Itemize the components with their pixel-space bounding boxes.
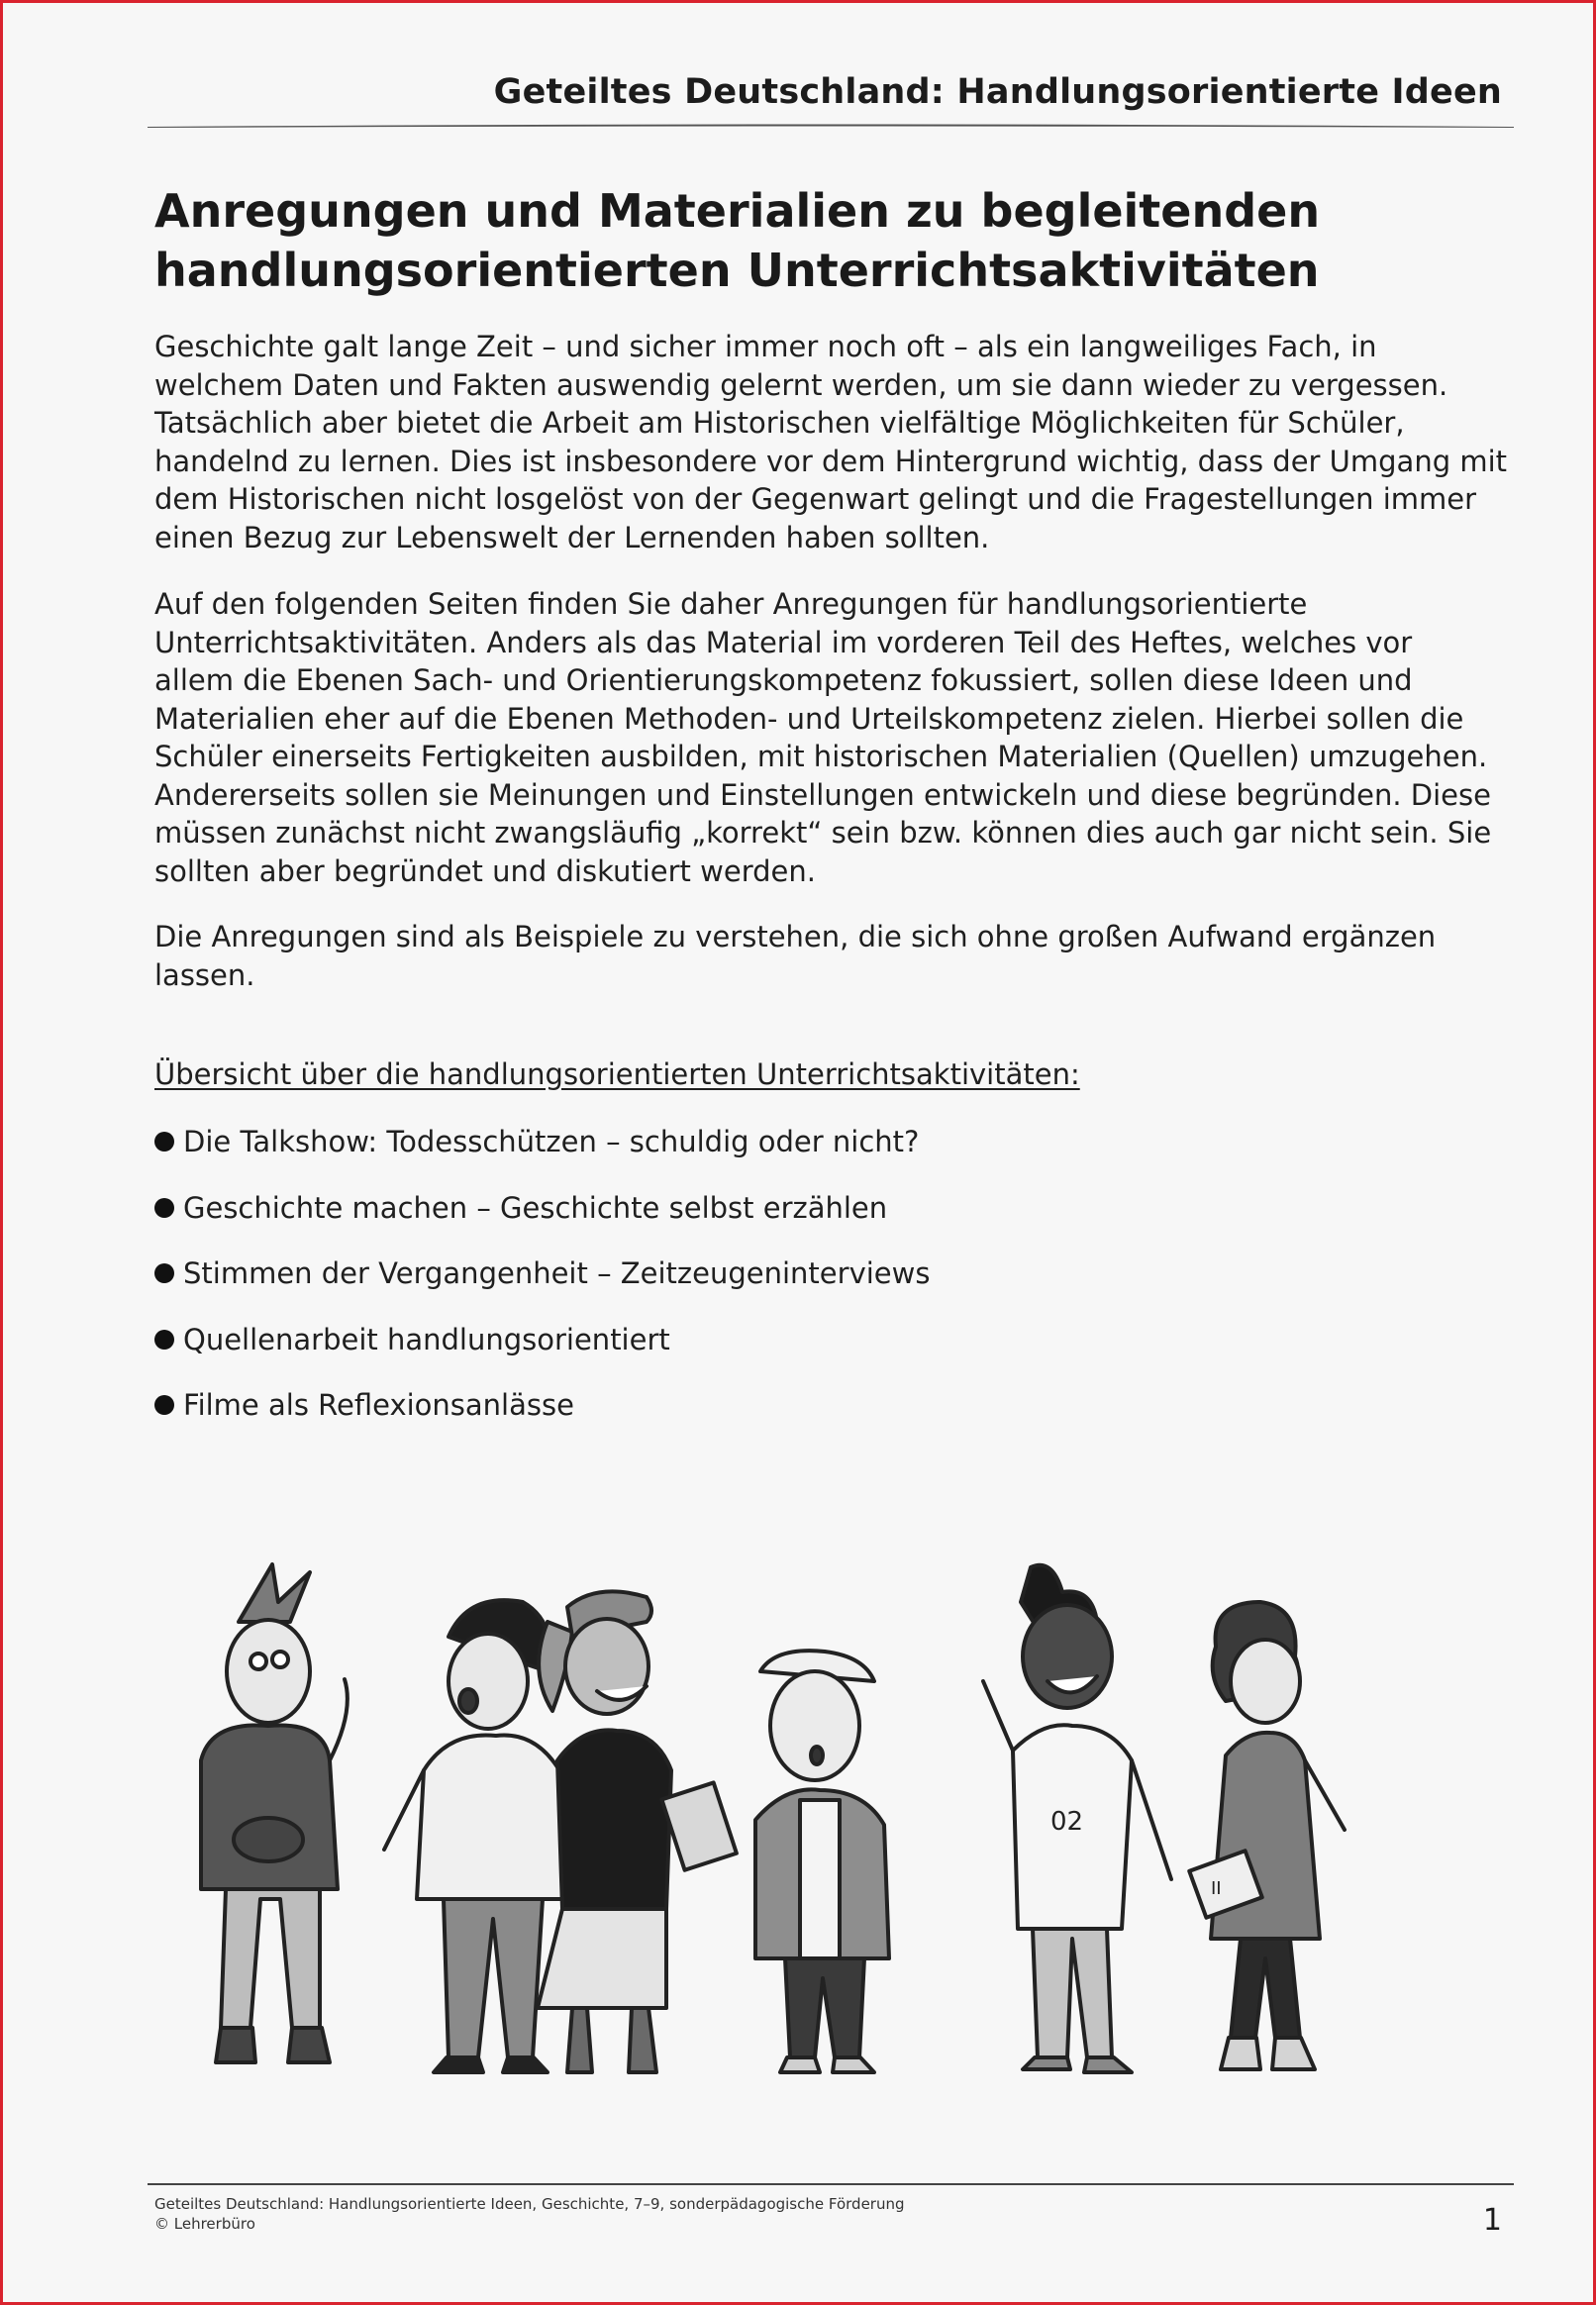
list-item [154, 1386, 930, 1453]
page-title-line-2: handlungsorientierten Unterrichtsaktivitäten [154, 244, 1320, 297]
footer-rule [148, 2183, 1514, 2185]
paragraph-line: dem Historischen nicht losgelöst von der Gegenwart gelingt und die Fragestellungen immer [154, 482, 1477, 516]
bullet-icon [154, 1263, 174, 1283]
page-title [154, 181, 1521, 300]
paragraph-line: sollten aber begründet und diskutiert werden. [154, 853, 816, 888]
footer-credits [154, 2194, 905, 2234]
footer-line: Geteiltes Deutschland: Handlungsorientierte Ideen, Geschichte, 7–9, sonderpädagogische Förderung [154, 2195, 905, 2213]
student-ponytail-figure [538, 1591, 737, 2072]
list-item-label: Quellenarbeit handlungsorientiert [183, 1322, 670, 1356]
paragraph-line: Tatsächlich aber bietet die Arbeit am Historischen vielfältige Möglichkeiten für Schüler, [154, 406, 1405, 440]
paragraph-line: Materialien eher auf die Ebenen Methoden- und Urteilskompetenz zielen. Hierbei sollen die [154, 701, 1464, 736]
paragraph-line: lassen. [154, 957, 255, 992]
paragraph-line: Die Anregungen sind als Beispiele zu verstehen, die sich ohne großen Aufwand ergänzen [154, 920, 1437, 953]
list-item-label: Filme als Reflexionsanlässe [183, 1388, 574, 1422]
paragraph-line: müssen zunächst nicht zwangsläufig „korrekt“ sein bzw. können dies auch gar nicht sein. Sie [154, 816, 1492, 850]
activities-list [154, 1123, 930, 1453]
paragraph-line: einen Bezug zur Lebenswelt der Lernenden haben sollten. [154, 520, 990, 554]
list-item-label: Geschichte machen – Geschichte selbst erzählen [183, 1190, 888, 1225]
bullet-icon [154, 1330, 174, 1350]
header-rule [148, 123, 1514, 129]
page-title-line-1: Anregungen und Materialien zu begleitenden [154, 184, 1321, 238]
paragraph-line: handelnd zu lernen. Dies ist insbesondere vor dem Hintergrund wichtig, dass der Umgang mit [154, 444, 1508, 478]
activities-paragraph [154, 585, 1521, 890]
list-item [154, 1189, 930, 1255]
student-waving-figure [983, 1565, 1171, 2072]
student-hoodie-figure [201, 1564, 348, 2062]
bullet-icon [154, 1198, 174, 1218]
overview-heading: Übersicht über die handlungsorientierten Unterrichtsaktivitäten: [154, 1057, 1080, 1091]
list-item-label: Die Talkshow: Todesschützen – schuldig oder nicht? [183, 1125, 920, 1158]
bullet-icon [154, 1395, 174, 1415]
list-item [154, 1123, 930, 1189]
copyright-line: © Lehrerbüro [154, 2215, 255, 2233]
paragraph-line: Geschichte galt lange Zeit – und sicher immer noch oft – als ein langweiliges Fach, in [154, 330, 1377, 363]
intro-paragraph [154, 328, 1521, 556]
list-item [154, 1254, 930, 1321]
group-of-students-illustration [181, 1562, 1429, 2186]
running-header-title: Geteiltes Deutschland: Handlungsorientierte Ideen [493, 72, 1502, 112]
paragraph-line: Auf den folgenden Seiten finden Sie daher Anregungen für handlungsorientierte [154, 587, 1308, 621]
paragraph-line: allem die Ebenen Sach- und Orientierungskompetenz fokussiert, sollen diese Ideen und [154, 663, 1413, 697]
page-number: 1 [1482, 2203, 1502, 2238]
paragraph-line: Andererseits sollen sie Meinungen und Einstellungen entwickeln und diese begründen. Diese [154, 777, 1491, 812]
paragraph-line: welchem Daten und Fakten auswendig gelernt werden, um sie dann wieder zu vergessen. [154, 367, 1448, 402]
student-curly-figure [1189, 1602, 1345, 2069]
list-item-label: Stimmen der Vergangenheit – Zeitzeugeninterviews [183, 1256, 931, 1290]
paragraph-line: Unterrichtsaktivitäten. Anders als das Material im vorderen Teil des Heftes, welches vor [154, 625, 1413, 659]
paper-mark: II [1211, 1878, 1222, 1899]
student-jacket-figure [755, 1651, 889, 2072]
list-item [154, 1321, 930, 1387]
bullet-icon [154, 1132, 174, 1152]
shirt-number: 02 [1050, 1807, 1084, 1837]
examples-paragraph [154, 918, 1521, 994]
paragraph-line: Schüler einerseits Fertigkeiten ausbilden, mit historischen Materialien (Quellen) umzugehen. [154, 740, 1488, 773]
